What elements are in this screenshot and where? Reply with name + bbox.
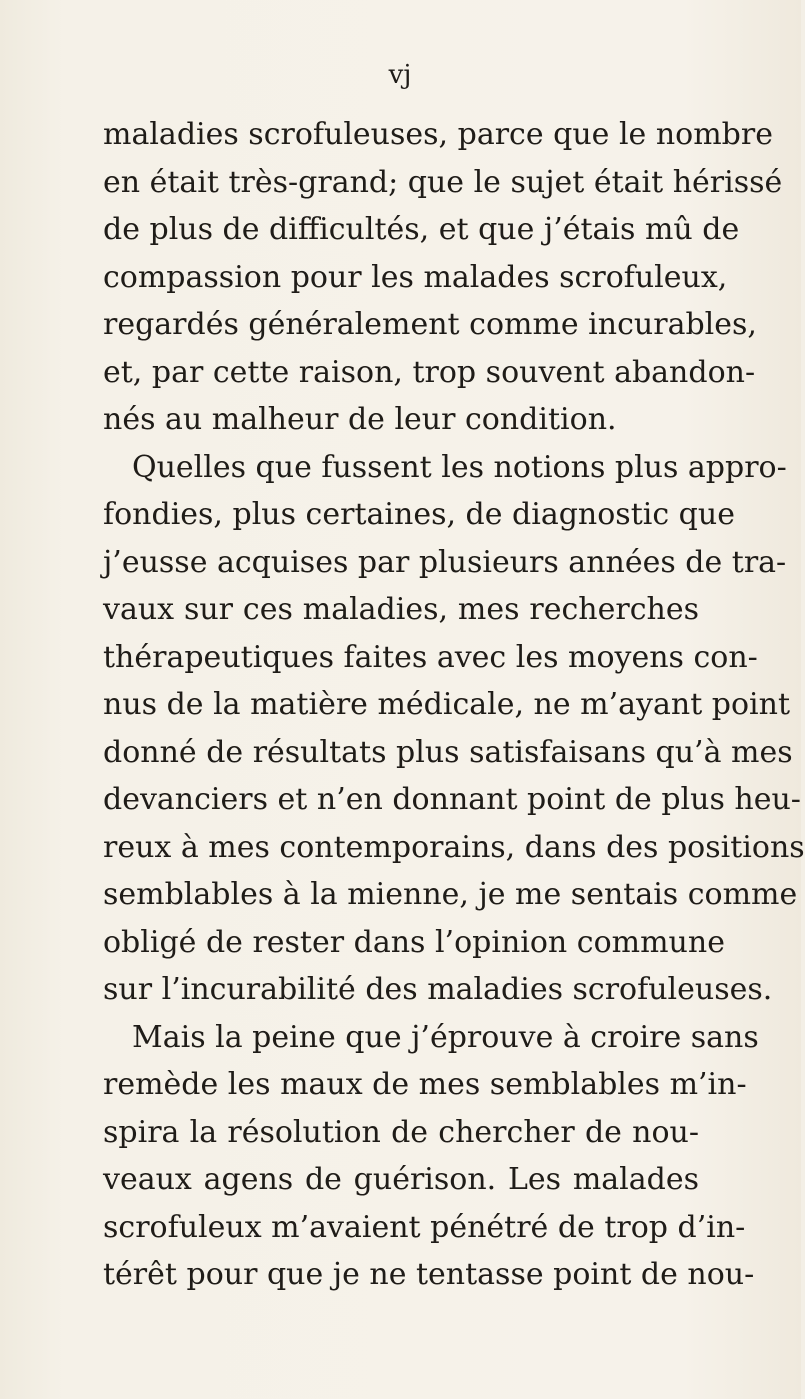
text-line: reux à mes contemporains, dans des positions [103,830,805,865]
paragraph-start-line: Mais la peine que j’éprouve à croire sans [132,1020,759,1055]
text-line: sur l’incurabilité des maladies scrofuleuses. [103,972,773,1007]
text-line: en était très-grand; que le sujet était hérissé [103,165,783,200]
text-line: vaux sur ces maladies, mes recherches [103,592,699,627]
text-line: nus de la matière médicale, ne m’ayant point [103,687,791,722]
text-line: nés au malheur de leur condition. [103,402,617,437]
text-line: thérapeutiques faites avec les moyens con- [103,640,758,675]
text-line: regardés généralement comme incurables, [103,307,757,342]
paragraph-start-line: Quelles que fussent les notions plus appro- [132,450,787,485]
page-number: vj [388,60,412,90]
text-line: semblables à la mienne, je me sentais comme [103,877,798,912]
text-line: compassion pour les malades scrofuleux, [103,260,728,295]
text-line: veaux agens de guérison. Les malades [103,1162,699,1197]
text-line: scrofuleux m’avaient pénétré de trop d’in- [103,1210,746,1245]
text-line: térêt pour que je ne tentasse point de nou- [103,1257,755,1292]
text-line: devanciers et n’en donnant point de plus heu- [103,782,801,817]
text-line: de plus de difficultés, et que j’étais mû de [103,212,740,247]
text-line: spira la résolution de chercher de nou- [103,1115,699,1150]
text-line: fondies, plus certaines, de diagnostic que [103,497,735,532]
text-line: maladies scrofuleuses, parce que le nombre [103,117,773,152]
text-line: j’eusse acquises par plusieurs années de tra- [103,545,787,580]
text-line: et, par cette raison, trop souvent abandon- [103,355,756,390]
text-line: obligé de rester dans l’opinion commune [103,925,725,960]
text-line: donné de résultats plus satisfaisans qu’à mes [103,735,793,770]
text-line: remède les maux de mes semblables m’in- [103,1067,747,1102]
